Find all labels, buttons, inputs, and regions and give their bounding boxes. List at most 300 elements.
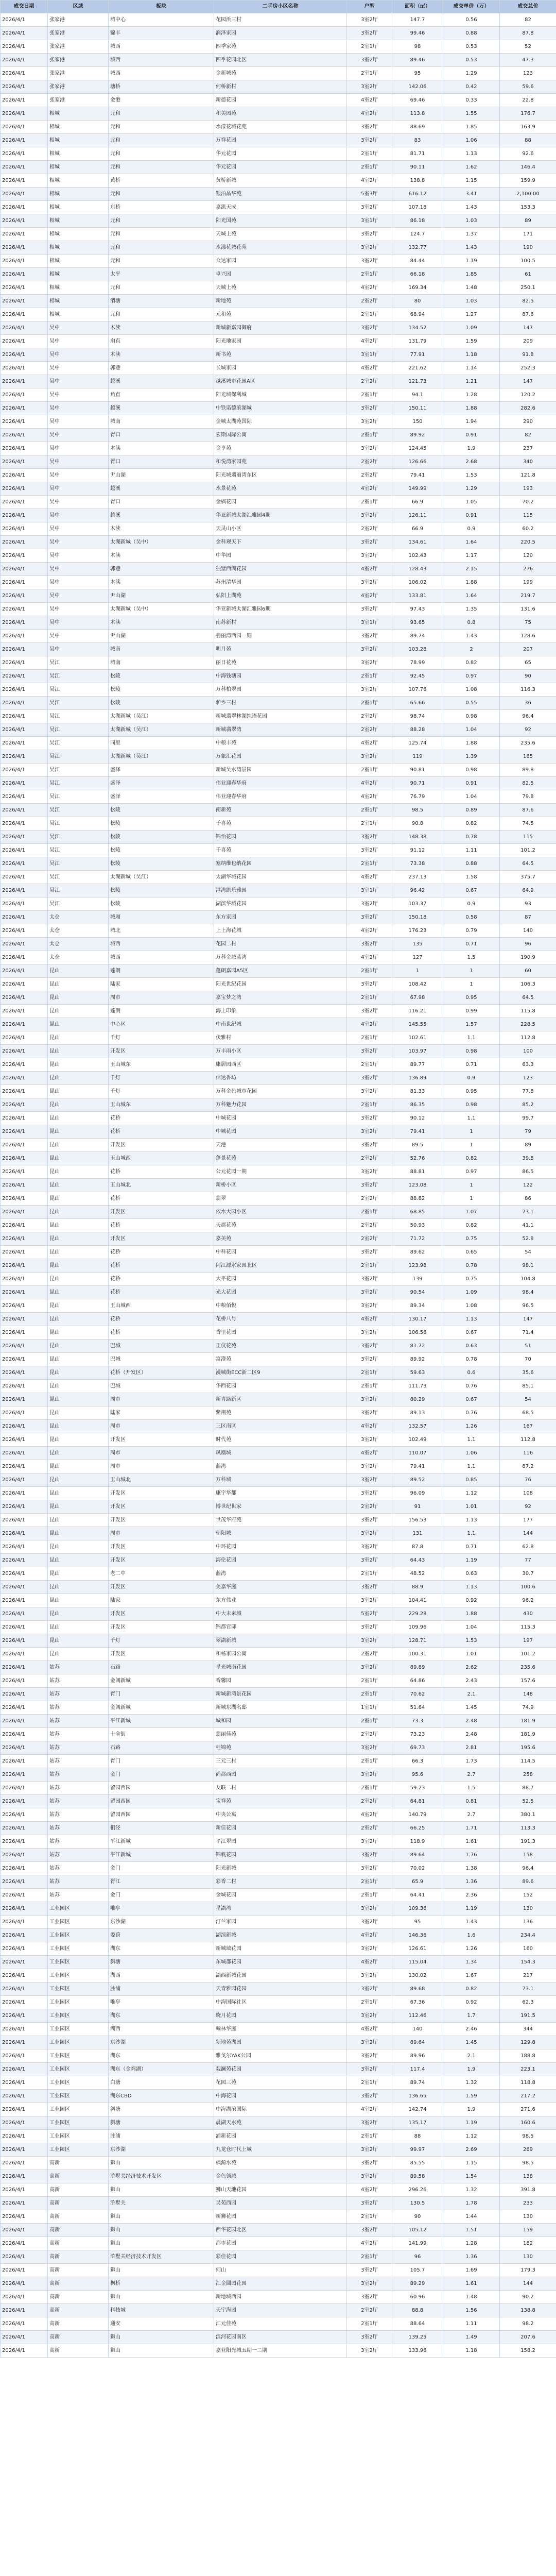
cell-col-layout: 4室2厅: [347, 563, 392, 576]
cell-col-size: 138.8: [392, 174, 443, 188]
cell-col-unit-price: 1.55: [443, 107, 500, 121]
cell-col-date: 2026/4/1: [1, 1487, 48, 1500]
cell-col-area: 城西: [109, 40, 214, 54]
cell-col-community: 阳光新城: [214, 1862, 347, 1875]
table-row: [1, 469, 556, 482]
table-row: [1, 214, 556, 228]
cell-col-date: 2026/4/1: [1, 2130, 48, 2143]
cell-col-date: 2026/4/1: [1, 536, 48, 549]
cell-col-unit-price: 1.19: [443, 1902, 500, 1916]
cell-col-area: 城西: [109, 67, 214, 80]
cell-col-size: 66.18: [392, 268, 443, 281]
cell-col-area: 尹山湖: [109, 469, 214, 482]
cell-col-area: 周市: [109, 1447, 214, 1460]
cell-col-layout: 3室2厅: [347, 1487, 392, 1500]
cell-col-layout: 3室2厅: [347, 442, 392, 455]
cell-col-unit-price: 1.03: [443, 214, 500, 228]
cell-col-community: 彩香二村: [214, 1875, 347, 1889]
cell-col-total-price: 136: [500, 1916, 556, 1929]
cell-col-layout: 3室2厅: [347, 656, 392, 670]
cell-col-layout: 3室2厅: [347, 1473, 392, 1487]
cell-col-size: 88.8: [392, 2304, 443, 2317]
cell-col-date: 2026/4/1: [1, 2317, 48, 2331]
cell-col-date: 2026/4/1: [1, 13, 48, 27]
cell-col-community: 嘉宝梦之湾: [214, 991, 347, 1005]
cell-col-size: 108.42: [392, 978, 443, 991]
cell-col-date: 2026/4/1: [1, 362, 48, 375]
cell-col-area: 巴城: [109, 1353, 214, 1366]
cell-col-total-price: 129.8: [500, 2036, 556, 2049]
cell-col-district: 张家港: [48, 80, 109, 94]
cell-col-community: 金亨苑: [214, 442, 347, 455]
cell-col-total-price: 144: [500, 2277, 556, 2291]
cell-col-area: 木渎: [109, 442, 214, 455]
table-row: [1, 1554, 556, 1567]
cell-col-community: 美嘉华庭: [214, 1581, 347, 1594]
cell-col-area: 松陵: [109, 817, 214, 831]
cell-col-total-price: 74.9: [500, 1701, 556, 1715]
cell-col-size: 123.98: [392, 1259, 443, 1273]
cell-col-unit-price: 0.98: [443, 1098, 500, 1112]
cell-col-date: 2026/4/1: [1, 603, 48, 616]
cell-col-area: 狮山: [109, 2331, 214, 2344]
cell-col-area: 开发区: [109, 1206, 214, 1219]
table-row: [1, 1179, 556, 1192]
cell-col-area: 金门: [109, 1862, 214, 1875]
cell-col-size: 221.62: [392, 362, 443, 375]
cell-col-layout: 3室2厅: [347, 1768, 392, 1782]
cell-col-area: 花桥: [109, 1125, 214, 1139]
cell-col-unit-price: 0.55: [443, 697, 500, 710]
cell-col-layout: 2室1厅: [347, 817, 392, 831]
cell-col-size: 105.7: [392, 2264, 443, 2277]
cell-col-district: 张家港: [48, 40, 109, 54]
cell-col-district: 吴江: [48, 656, 109, 670]
table-row: [1, 241, 556, 255]
cell-col-total-price: 199: [500, 576, 556, 589]
table-row: [1, 2157, 556, 2170]
cell-col-unit-price: 0.9: [443, 522, 500, 536]
cell-col-layout: 3室2厅: [347, 1406, 392, 1420]
cell-col-area: 黄桥: [109, 174, 214, 188]
cell-col-layout: 3室2厅: [347, 2063, 392, 2076]
cell-col-district: 相城: [48, 134, 109, 147]
cell-col-total-price: 77: [500, 1554, 556, 1567]
cell-col-layout: 4室2厅: [347, 362, 392, 375]
cell-col-unit-price: 1.09: [443, 321, 500, 335]
cell-col-total-price: 87.8: [500, 27, 556, 40]
cell-col-unit-price: 0.82: [443, 1982, 500, 1996]
cell-col-total-price: 130: [500, 2210, 556, 2224]
table-row: [1, 1607, 556, 1621]
table-row: [1, 1674, 556, 1688]
cell-col-size: 89.96: [392, 2049, 443, 2063]
cell-col-layout: 3室2厅: [347, 2049, 392, 2063]
cell-col-area: 陆家: [109, 1406, 214, 1420]
cell-col-district: 工业园区: [48, 2103, 109, 2116]
cell-col-size: 89.74: [392, 630, 443, 643]
cell-col-size: 70.02: [392, 1862, 443, 1875]
cell-col-date: 2026/4/1: [1, 1152, 48, 1165]
cell-col-date: 2026/4/1: [1, 643, 48, 656]
cell-col-district: 吴中: [48, 536, 109, 549]
cell-col-size: 176.23: [392, 924, 443, 938]
cell-col-community: 宏斯国际公寓: [214, 429, 347, 442]
cell-col-area: 留园西园: [109, 1795, 214, 1808]
cell-col-size: 64.86: [392, 1674, 443, 1688]
cell-col-district: 姑苏: [48, 1755, 109, 1768]
cell-col-community: 南新苑: [214, 804, 347, 817]
cell-col-community: 阳光城保利城: [214, 388, 347, 402]
cell-col-date: 2026/4/1: [1, 1554, 48, 1567]
cell-col-area: 平江新城: [109, 1835, 214, 1849]
cell-col-size: 68.94: [392, 308, 443, 321]
cell-col-date: 2026/4/1: [1, 737, 48, 750]
cell-col-total-price: 115.8: [500, 1005, 556, 1018]
cell-col-size: 67.36: [392, 1996, 443, 2009]
cell-col-community: 锦帆花园: [214, 1849, 347, 1862]
cell-col-total-price: 98.2: [500, 2317, 556, 2331]
cell-col-size: 89.29: [392, 2277, 443, 2291]
cell-col-total-price: 96.5: [500, 1299, 556, 1313]
cell-col-community: 中央公寓: [214, 1808, 347, 1822]
cell-col-date: 2026/4/1: [1, 1875, 48, 1889]
cell-col-unit-price: 1.13: [443, 147, 500, 161]
cell-col-layout: 2室1厅: [347, 670, 392, 683]
table-row: [1, 603, 556, 616]
cell-col-area: 狮山: [109, 2264, 214, 2277]
cell-col-date: 2026/4/1: [1, 161, 48, 174]
cell-col-unit-price: 1.29: [443, 482, 500, 496]
cell-col-area: 松陵: [109, 670, 214, 683]
cell-col-layout: 4室2厅: [347, 1313, 392, 1326]
cell-col-date: 2026/4/1: [1, 1098, 48, 1112]
cell-col-unit-price: 1.1: [443, 1031, 500, 1045]
cell-col-date: 2026/4/1: [1, 1982, 48, 1996]
cell-col-community: 世茂华府苑: [214, 1514, 347, 1527]
cell-col-district: 高新: [48, 2250, 109, 2264]
cell-col-size: 106.56: [392, 1326, 443, 1340]
cell-col-size: 81.71: [392, 147, 443, 161]
cell-col-district: 昆山: [48, 1098, 109, 1112]
cell-col-district: 姑苏: [48, 1822, 109, 1835]
cell-col-area: 湖东（金鸡湖）: [109, 2063, 214, 2076]
cell-col-unit-price: 1.11: [443, 2317, 500, 2331]
cell-col-area: 东桥: [109, 201, 214, 214]
cell-col-unit-price: 1.1: [443, 1433, 500, 1447]
cell-col-date: 2026/4/1: [1, 1246, 48, 1259]
cell-col-area: 松陵: [109, 804, 214, 817]
cell-col-unit-price: 1.54: [443, 2170, 500, 2183]
cell-col-district: 姑苏: [48, 1715, 109, 1728]
cell-col-unit-price: 0.78: [443, 1259, 500, 1273]
cell-col-district: 昆山: [48, 1648, 109, 1661]
cell-col-total-price: 87.6: [500, 308, 556, 321]
cell-col-district: 吴中: [48, 362, 109, 375]
table-row: [1, 1246, 556, 1259]
cell-col-layout: 4室2厅: [347, 2023, 392, 2036]
cell-col-district: 昆山: [48, 1473, 109, 1487]
cell-col-area: 开发区: [109, 1621, 214, 1634]
cell-col-size: 130.5: [392, 2197, 443, 2210]
cell-col-unit-price: 1.37: [443, 228, 500, 241]
cell-col-layout: 3室2厅: [347, 536, 392, 549]
cell-col-layout: 2室1厅: [347, 496, 392, 509]
cell-col-date: 2026/4/1: [1, 1849, 48, 1862]
cell-col-size: 69.73: [392, 1741, 443, 1755]
cell-col-district: 相城: [48, 255, 109, 268]
cell-col-district: 姑苏: [48, 1862, 109, 1875]
cell-col-date: 2026/4/1: [1, 1460, 48, 1473]
cell-col-district: 工业园区: [48, 2116, 109, 2130]
cell-col-layout: 2室1厅: [347, 308, 392, 321]
table-row: [1, 1406, 556, 1420]
cell-col-total-price: 87: [500, 911, 556, 924]
cell-col-area: 石路: [109, 1741, 214, 1755]
cell-col-area: 锦丰: [109, 27, 214, 40]
cell-col-total-price: 22.8: [500, 94, 556, 107]
cell-col-total-price: 217.2: [500, 2090, 556, 2103]
cell-col-area: 狮山: [109, 2157, 214, 2170]
cell-col-area: 周市: [109, 1420, 214, 1433]
cell-col-area: 金阊新城: [109, 1701, 214, 1715]
cell-col-total-price: 160: [500, 1942, 556, 1956]
cell-col-community: 万科城: [214, 1473, 347, 1487]
cell-col-total-price: 118.8: [500, 2076, 556, 2090]
cell-col-total-price: 181.9: [500, 1715, 556, 1728]
cell-col-district: 昆山: [48, 1072, 109, 1085]
table-row: [1, 1460, 556, 1473]
cell-col-size: 149.99: [392, 482, 443, 496]
cell-col-total-price: 91.8: [500, 348, 556, 362]
cell-col-size: 169.34: [392, 281, 443, 295]
cell-col-size: 64.81: [392, 1795, 443, 1808]
table-row: [1, 509, 556, 522]
cell-col-total-price: 195.6: [500, 1741, 556, 1755]
cell-col-community: 中环花园: [214, 1540, 347, 1554]
cell-col-total-price: 115.3: [500, 1621, 556, 1634]
cell-col-district: 张家港: [48, 13, 109, 27]
cell-col-layout: 2室2厅: [347, 1728, 392, 1741]
cell-col-unit-price: 1.26: [443, 1420, 500, 1433]
cell-col-total-price: 85.2: [500, 1098, 556, 1112]
cell-col-community: 金色领域: [214, 2170, 347, 2183]
cell-col-date: 2026/4/1: [1, 335, 48, 348]
cell-col-layout: 3室2厅: [347, 509, 392, 522]
cell-col-district: 昆山: [48, 1460, 109, 1473]
cell-col-area: 松陵: [109, 831, 214, 844]
cell-col-total-price: 159: [500, 2224, 556, 2237]
cell-col-date: 2026/4/1: [1, 790, 48, 804]
cell-col-district: 昆山: [48, 1299, 109, 1313]
cell-col-date: 2026/4/1: [1, 1192, 48, 1206]
table-row: [1, 54, 556, 67]
cell-col-community: 星光城南花园: [214, 1661, 347, 1674]
table-row: [1, 2331, 556, 2344]
cell-col-layout: 2室1厅: [347, 1259, 392, 1273]
cell-col-date: 2026/4/1: [1, 1594, 48, 1607]
cell-col-area: 开发区: [109, 1232, 214, 1246]
cell-col-area: 玉山城西: [109, 1152, 214, 1165]
cell-col-unit-price: 0.56: [443, 13, 500, 27]
header-row: [1, 1, 556, 13]
cell-col-layout: 2室2厅: [347, 1152, 392, 1165]
cell-col-unit-price: 0.76: [443, 1380, 500, 1393]
cell-col-district: 昆山: [48, 1340, 109, 1353]
cell-col-community: 新青路新区: [214, 1393, 347, 1406]
table-row: [1, 1152, 556, 1165]
cell-col-district: 张家港: [48, 27, 109, 40]
cell-col-total-price: 190: [500, 241, 556, 255]
cell-col-community: 东方家园: [214, 911, 347, 924]
table-row: [1, 1192, 556, 1206]
cell-col-community: 华亚新城太湖汇雅园4期: [214, 509, 347, 522]
cell-col-area: 留园西园: [109, 1808, 214, 1822]
cell-col-layout: 3室2厅: [347, 603, 392, 616]
cell-col-date: 2026/4/1: [1, 482, 48, 496]
cell-col-unit-price: 0.98: [443, 1045, 500, 1058]
cell-col-layout: 4室2厅: [347, 737, 392, 750]
cell-col-unit-price: 0.82: [443, 817, 500, 831]
cell-col-community: 万科金色城市花园: [214, 1085, 347, 1098]
cell-col-date: 2026/4/1: [1, 1862, 48, 1875]
cell-col-district: 吴中: [48, 603, 109, 616]
cell-col-layout: 2室1厅: [347, 1380, 392, 1393]
cell-col-unit-price: 0.42: [443, 80, 500, 94]
cell-col-total-price: 87.2: [500, 1460, 556, 1473]
cell-col-date: 2026/4/1: [1, 844, 48, 857]
cell-col-layout: 2室1厅: [347, 2317, 392, 2331]
cell-col-community: 元和苑: [214, 308, 347, 321]
cell-col-size: 128.43: [392, 563, 443, 576]
cell-col-district: 吴江: [48, 697, 109, 710]
cell-col-area: 木渎: [109, 321, 214, 335]
cell-col-layout: 3室2厅: [347, 897, 392, 911]
cell-col-total-price: 93: [500, 897, 556, 911]
cell-col-layout: 2室1厅: [347, 147, 392, 161]
cell-col-date: 2026/4/1: [1, 1715, 48, 1728]
cell-col-date: 2026/4/1: [1, 2157, 48, 2170]
cell-col-date: 2026/4/1: [1, 630, 48, 643]
cell-col-district: 高新: [48, 2331, 109, 2344]
cell-col-area: 陆家: [109, 978, 214, 991]
cell-col-total-price: 235.6: [500, 1661, 556, 1674]
cell-col-area: 周市: [109, 1460, 214, 1473]
cell-col-total-price: 99.7: [500, 1112, 556, 1125]
table-row: [1, 1835, 556, 1849]
cell-col-district: 工业园区: [48, 1956, 109, 1969]
cell-col-unit-price: 0.78: [443, 831, 500, 844]
table-row: [1, 1728, 556, 1741]
table-row: [1, 938, 556, 951]
cell-col-community: 华亚新城太湖汇雅园6期: [214, 603, 347, 616]
cell-col-date: 2026/4/1: [1, 1540, 48, 1554]
cell-col-date: 2026/4/1: [1, 1259, 48, 1273]
cell-col-size: 93.65: [392, 616, 443, 630]
cell-col-layout: 3室2厅: [347, 54, 392, 67]
cell-col-layout: 3室2厅: [347, 1969, 392, 1982]
cell-col-size: 141.99: [392, 2237, 443, 2250]
cell-col-community: 枫源水苑: [214, 2157, 347, 2170]
cell-col-layout: 2室1厅: [347, 1098, 392, 1112]
cell-col-district: 吴江: [48, 750, 109, 764]
cell-col-layout: 3室2厅: [347, 750, 392, 764]
cell-col-unit-price: 1.1: [443, 1527, 500, 1540]
cell-col-area: 花桥: [109, 1246, 214, 1259]
cell-col-date: 2026/4/1: [1, 2103, 48, 2116]
cell-col-layout: 3室2厅: [347, 2090, 392, 2103]
cell-col-area: 玉山城东: [109, 1058, 214, 1072]
cell-col-total-price: 74.5: [500, 817, 556, 831]
cell-col-size: 104.41: [392, 1594, 443, 1607]
cell-col-district: 姑苏: [48, 1875, 109, 1889]
cell-col-total-price: 106.3: [500, 978, 556, 991]
cell-col-total-price: 152: [500, 1889, 556, 1902]
cell-col-size: 95.6: [392, 1768, 443, 1782]
table-row: [1, 911, 556, 924]
cell-col-unit-price: 1.34: [443, 1956, 500, 1969]
cell-col-community: 天宇海园: [214, 2304, 347, 2317]
cell-col-size: 229.28: [392, 1607, 443, 1621]
cell-col-total-price: 112.8: [500, 1031, 556, 1045]
cell-col-total-price: 82.5: [500, 295, 556, 308]
cell-col-area: 蓬朗: [109, 1005, 214, 1018]
cell-col-district: 相城: [48, 107, 109, 121]
cell-col-layout: 3室2厅: [347, 2291, 392, 2304]
cell-col-total-price: 159.9: [500, 174, 556, 188]
cell-col-date: 2026/4/1: [1, 2250, 48, 2264]
cell-col-district: 张家港: [48, 54, 109, 67]
cell-col-area: 留园西园: [109, 1782, 214, 1795]
cell-col-layout: 3室2厅: [347, 549, 392, 563]
cell-col-layout: 3室2厅: [347, 321, 392, 335]
table-row: [1, 589, 556, 603]
cell-col-area: 越溪: [109, 509, 214, 522]
cell-col-unit-price: 1.94: [443, 415, 500, 429]
cell-col-total-price: 82: [500, 13, 556, 27]
cell-col-unit-price: 1.01: [443, 1500, 500, 1514]
cell-col-total-price: 191.3: [500, 1835, 556, 1849]
cell-col-date: 2026/4/1: [1, 589, 48, 603]
cell-col-layout: 3室2厅: [347, 911, 392, 924]
cell-col-total-price: 65: [500, 656, 556, 670]
cell-col-unit-price: 1.64: [443, 536, 500, 549]
table-row: [1, 1058, 556, 1072]
cell-col-unit-price: 0.79: [443, 924, 500, 938]
cell-col-date: 2026/4/1: [1, 2183, 48, 2197]
cell-col-community: 明月苑: [214, 643, 347, 656]
cell-col-community: 天城上苑: [214, 228, 347, 241]
cell-col-size: 147.7: [392, 13, 443, 27]
cell-col-total-price: 113.3: [500, 1822, 556, 1835]
cell-col-community: 信达香坊: [214, 1072, 347, 1085]
cell-col-total-price: 39.8: [500, 1152, 556, 1165]
cell-col-size: 89.13: [392, 1406, 443, 1420]
cell-col-community: 太平花园: [214, 1273, 347, 1286]
cell-col-layout: 3室2厅: [347, 134, 392, 147]
cell-col-district: 昆山: [48, 1018, 109, 1031]
cell-col-area: 狮山: [109, 2224, 214, 2237]
cell-col-unit-price: 0.95: [443, 991, 500, 1005]
table-row: [1, 1795, 556, 1808]
cell-col-unit-price: 1.32: [443, 2076, 500, 2090]
cell-col-district: 姑苏: [48, 1889, 109, 1902]
cell-col-unit-price: 1.5: [443, 951, 500, 964]
cell-col-unit-price: 1.43: [443, 201, 500, 214]
cell-col-layout: 3室2厅: [347, 1982, 392, 1996]
cell-col-area: 木渎: [109, 616, 214, 630]
cell-col-unit-price: 2.62: [443, 1661, 500, 1674]
